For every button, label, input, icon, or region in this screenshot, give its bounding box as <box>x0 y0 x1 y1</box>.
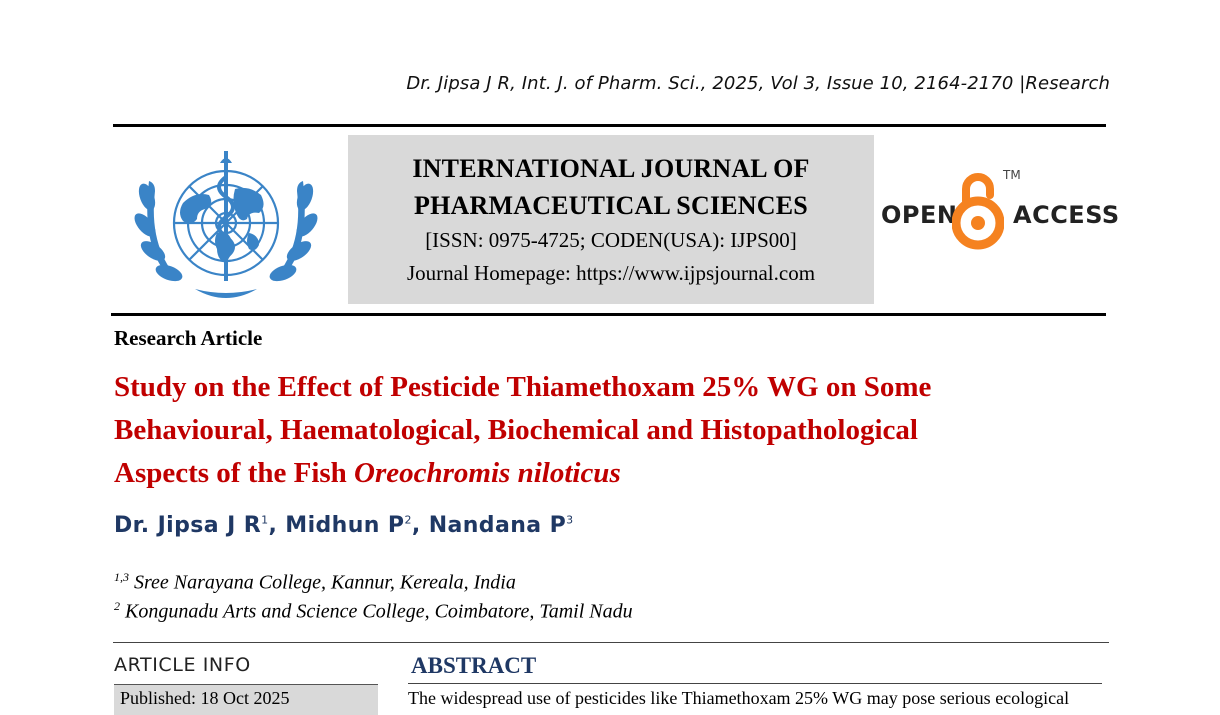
author-list <box>114 513 574 538</box>
abstract-text: The widespread use of pesticides like Thiamethoxam 25% WG may pose serious ecological <box>408 688 1070 708</box>
abstract-rule <box>408 683 1102 684</box>
abstract-heading: ABSTRACT <box>411 653 537 678</box>
article-title <box>114 366 1094 495</box>
section-divider <box>113 642 1109 643</box>
author-affiliation-marker: 2 <box>404 513 412 527</box>
journal-emblem-icon <box>125 137 327 307</box>
author-separator: , <box>411 513 429 538</box>
trademark-mark: TM <box>1003 168 1021 182</box>
citation-header: Dr. Jipsa J R, Int. J. of Pharm. Sci., 2025, Vol 3, Issue 10, 2164-2170 |Research <box>406 73 1110 94</box>
title-line3-prefix: Aspects of the Fish <box>114 457 355 489</box>
author-separator: , <box>268 513 286 538</box>
journal-title-line1: INTERNATIONAL JOURNAL OF <box>412 154 810 183</box>
open-access-access-text: ACCESS <box>1013 201 1120 229</box>
title-line3 <box>114 452 1094 495</box>
affiliation-text: Sree Narayana College, Kannur, Kereala, India <box>129 571 516 594</box>
affiliation-marker: 1,3 <box>114 570 129 584</box>
open-access-open-text: OPEN <box>881 201 958 229</box>
journal-homepage: Journal Homepage: https://www.ijpsjournal.com <box>406 261 816 285</box>
affiliation <box>114 599 633 624</box>
title-line1: Study on the Effect of Pesticide Thiamethoxam 25% WG on Some <box>114 371 932 403</box>
journal-issn: [ISSN: 0975-4725; CODEN(USA): IJPS00] <box>425 228 797 252</box>
open-access-logo <box>878 165 1120 255</box>
affiliation-marker: 2 <box>114 599 120 613</box>
open-lock-icon <box>952 165 1004 251</box>
journal-masthead <box>348 135 874 304</box>
affiliation-text: Kongunadu Arts and Science College, Coimbatore, Tamil Nadu <box>120 600 633 623</box>
masthead-bottom-rule <box>111 313 1106 316</box>
title-line2: Behavioural, Haematological, Biochemical and Histopathological <box>114 414 918 446</box>
author-affiliation-marker: 3 <box>566 513 574 527</box>
article-info-heading: ARTICLE INFO <box>114 654 251 676</box>
author-name: Dr. Jipsa J R <box>114 513 262 538</box>
affiliation <box>114 570 516 595</box>
published-date: Published: 18 Oct 2025 <box>120 688 290 708</box>
top-rule <box>113 124 1106 127</box>
journal-title-line2: PHARMACEUTICAL SCIENCES <box>414 191 808 220</box>
title-species: Oreochromis niloticus <box>354 457 621 489</box>
author-name: Midhun P <box>285 513 405 538</box>
article-info-box <box>114 684 378 715</box>
article-type: Research Article <box>114 326 263 350</box>
author-name: Nandana P <box>428 513 567 538</box>
author-affiliation-marker: 1 <box>261 513 269 527</box>
